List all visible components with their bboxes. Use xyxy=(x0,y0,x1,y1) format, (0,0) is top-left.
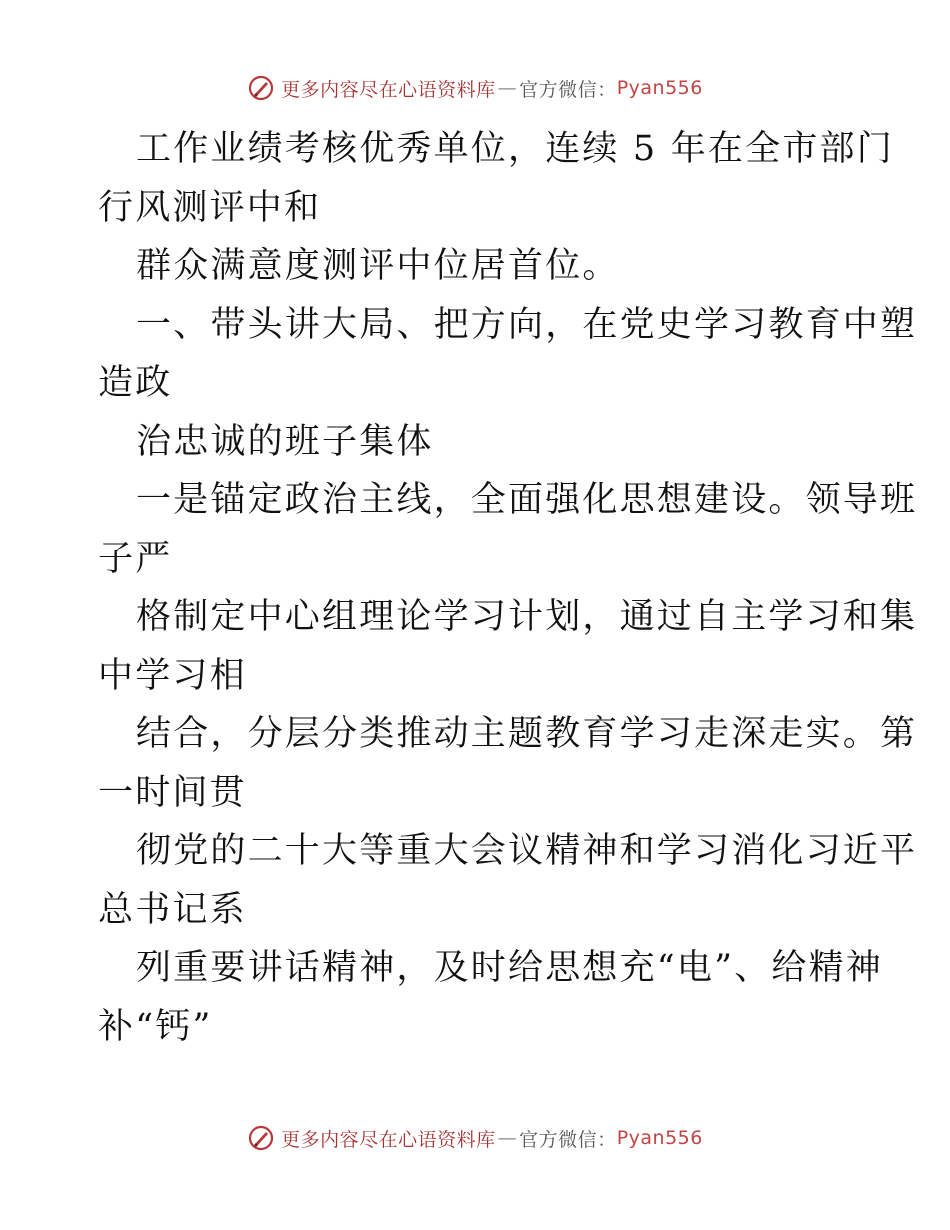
document-line: 行风测评中和 xyxy=(98,187,322,228)
document-body xyxy=(98,120,918,1056)
document-line: 工作业绩考核优秀单位，连续 5 年在全市部门 xyxy=(136,129,894,169)
watermark-separator: — xyxy=(497,77,518,99)
watermark-sub-text: 官方微信： xyxy=(519,78,617,101)
document-line: 一时间贯 xyxy=(98,772,247,813)
footer-watermark xyxy=(0,1124,950,1152)
red-pen-seal-icon xyxy=(247,1124,275,1152)
document-line: 格制定中心组理论学习计划，通过自主学习和集 xyxy=(136,597,918,637)
watermark-separator: — xyxy=(497,1127,518,1149)
document-line: 中学习相 xyxy=(98,655,247,696)
document-line: 一是锚定政治主线，全面强化思想建设。领导班 xyxy=(136,480,918,520)
document-line: 一、带头讲大局、把方向，在党史学习教育中塑 xyxy=(136,304,918,345)
watermark-wechat-id: Pyan556 xyxy=(616,77,703,99)
red-pen-seal-icon xyxy=(247,74,275,102)
document-line: 补“钙” xyxy=(98,1006,213,1047)
watermark-main-text: 更多内容尽在心语资料库 xyxy=(281,1128,496,1151)
watermark-wechat-id: Pyan556 xyxy=(616,1127,703,1149)
document-line: 子严 xyxy=(98,538,173,579)
watermark-main-text: 更多内容尽在心语资料库 xyxy=(281,78,496,101)
document-line: 总书记系 xyxy=(98,889,247,930)
watermark-sub-text: 官方微信： xyxy=(519,1128,617,1151)
document-line: 结合，分层分类推动主题教育学习走深走实。第 xyxy=(136,714,918,754)
document-line: 群众满意度测评中位居首位。 xyxy=(136,246,620,286)
document-line: 治忠诚的班子集体 xyxy=(136,421,434,462)
document-line: 列重要讲话精神，及时给思想充“电”、给精神 xyxy=(136,948,883,988)
document-line: 造政 xyxy=(98,363,173,403)
document-line: 彻党的二十大等重大会议精神和学习消化习近平 xyxy=(136,831,918,871)
header-watermark xyxy=(0,74,950,102)
